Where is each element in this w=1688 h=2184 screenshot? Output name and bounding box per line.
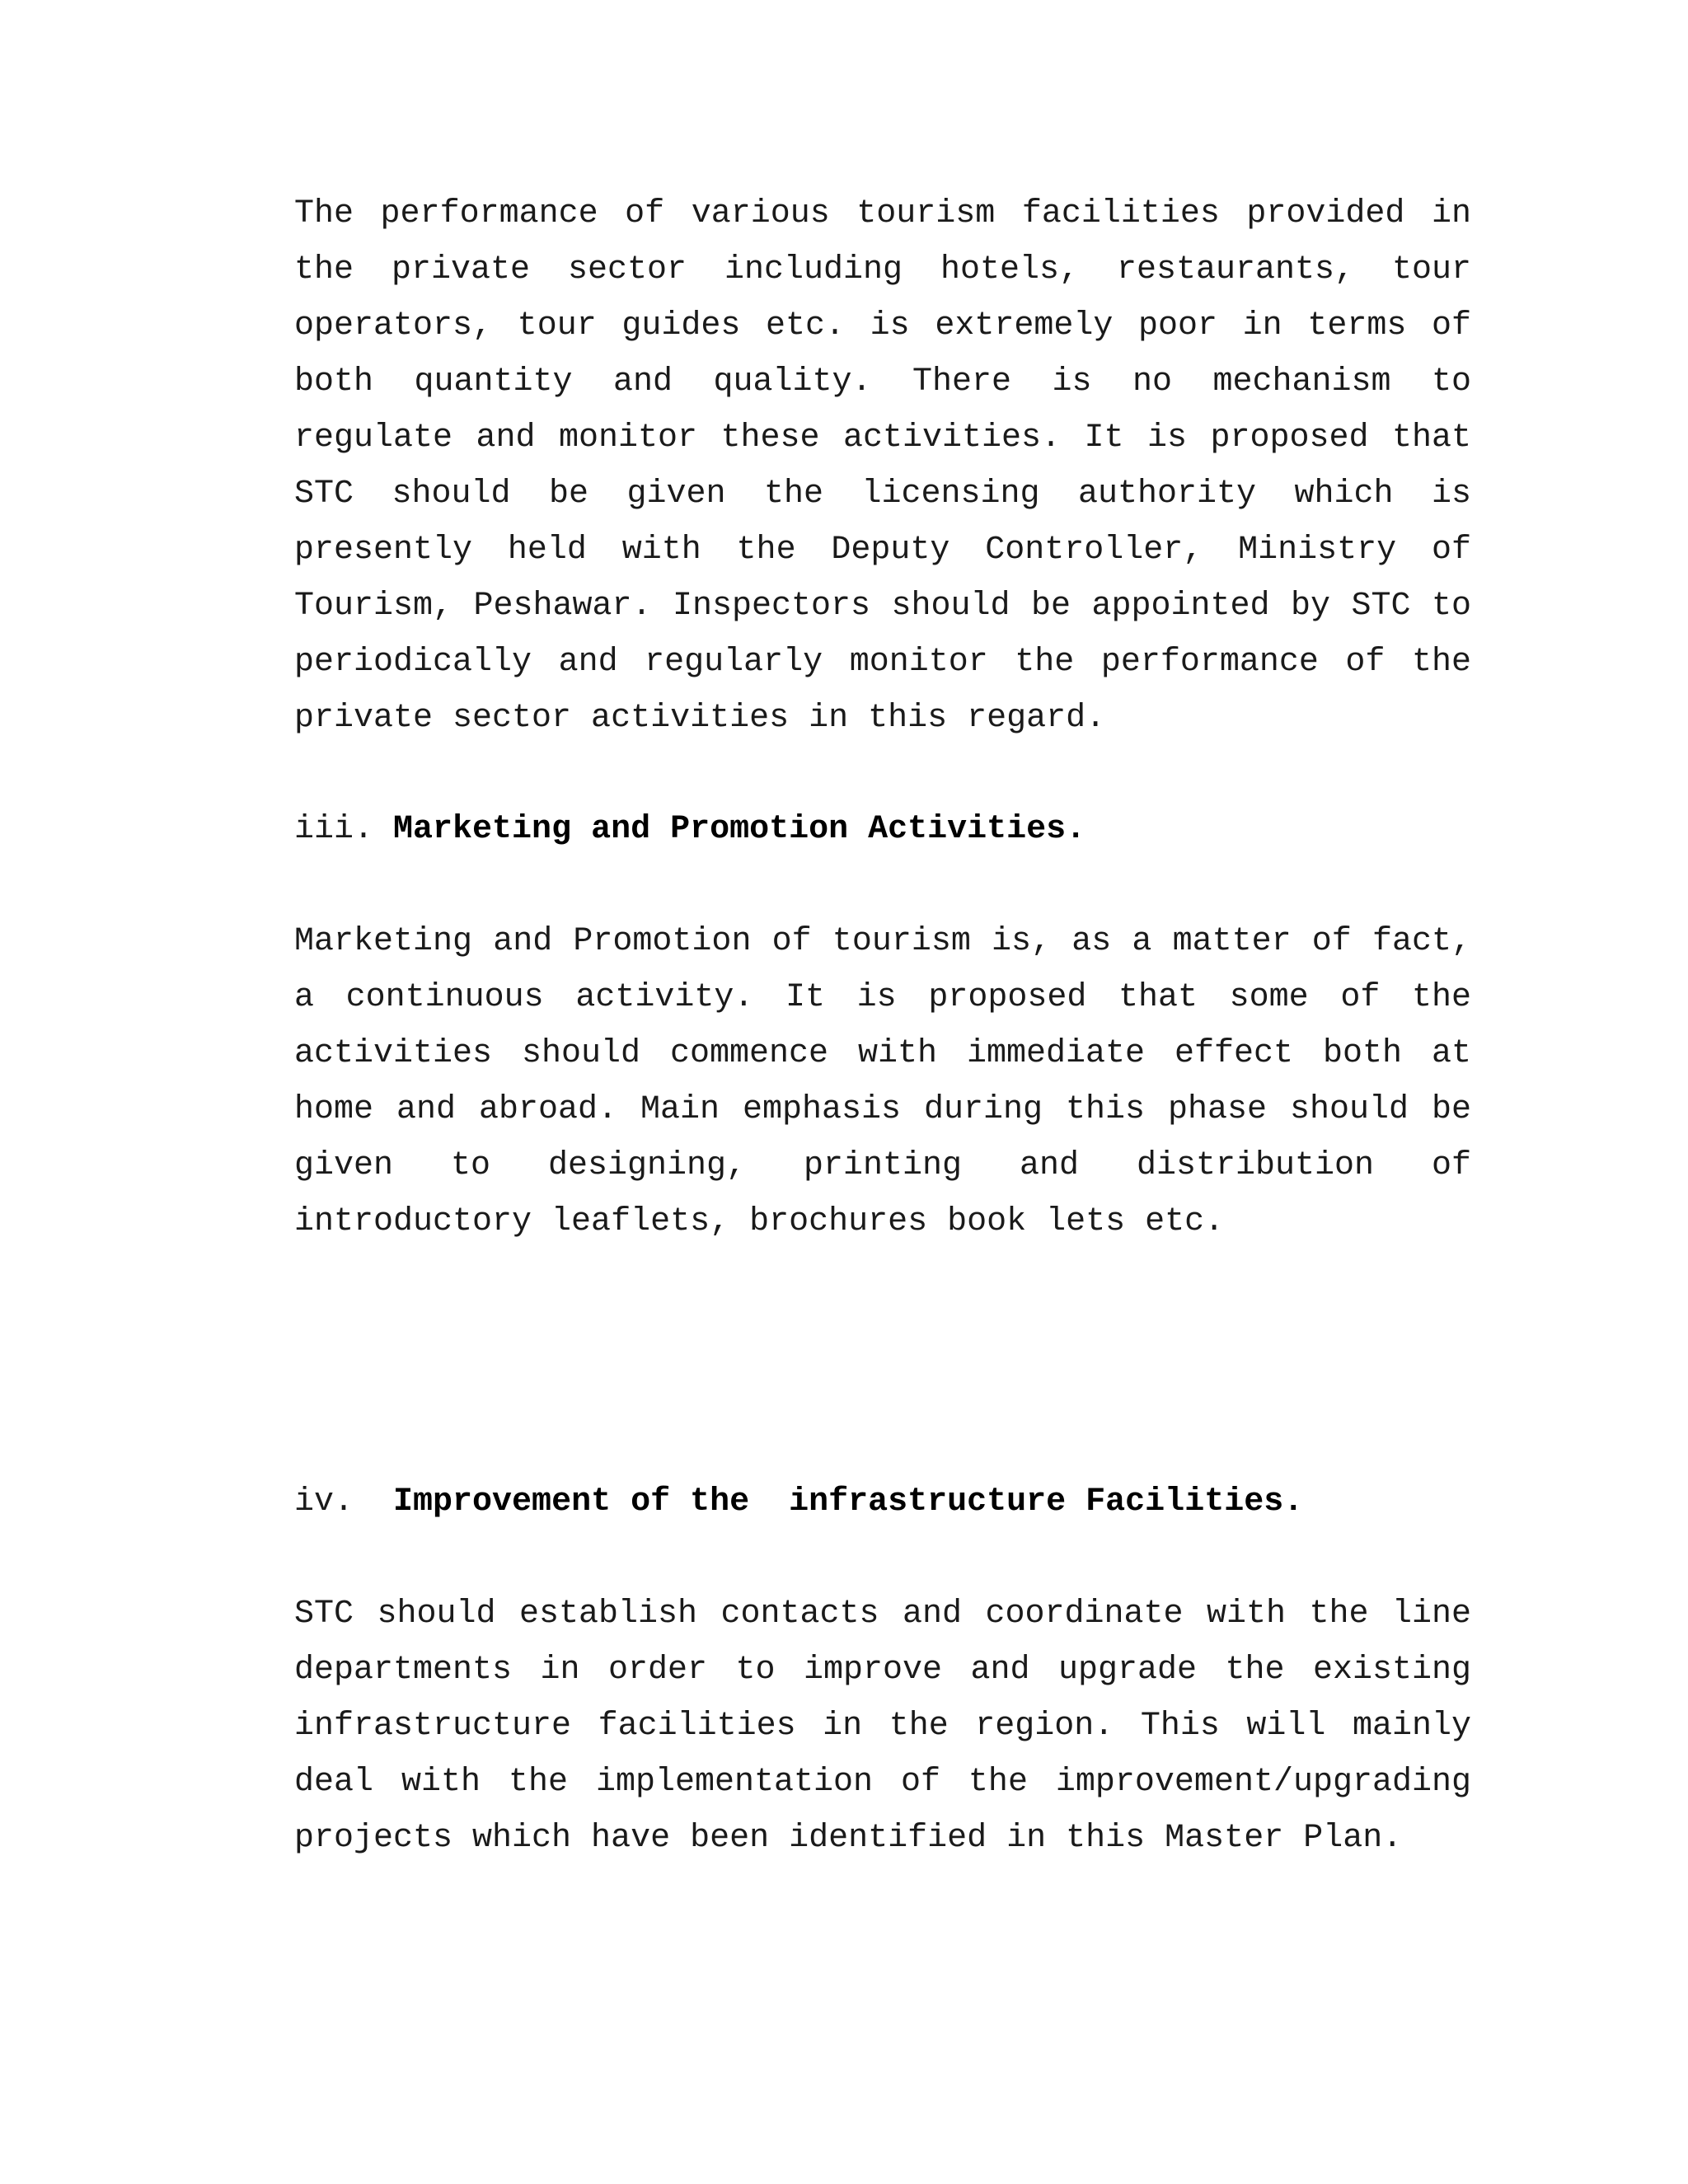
paragraph-marketing-promotion: Marketing and Promotion of tourism is, as a matter of fact, a continuous activity. It is proposed that some of the activities should commence with immediate effect both at home and abroad. Main emphasis during this phase should be given to designing, printing and distribution of introductory leaflets, brochures book lets etc. — [294, 923, 1471, 1240]
section-heading-marketing — [294, 802, 1085, 858]
section-number: iv. — [294, 1483, 354, 1521]
section-title: Improvement of the infrastructure Facilities. — [393, 1483, 1304, 1521]
section-title: Marketing and Promotion Activities. — [393, 811, 1086, 848]
paragraph-infrastructure-improvement: STC should establish contacts and coordinate with the line departments in order to improve and upgrade the existing infrastructure facilities in the region. This will mainly deal with the implementation of the improvement/upgrading projects which have been identified in this Master Plan. — [294, 1596, 1471, 1857]
paragraph-private-sector-performance: The performance of various tourism facilities provided in the private sector including hotels, restaurants, tour operators, tour guides etc. is extremely poor in terms of both quantity and quality. There is no mechanism to regulate and monitor these activities. It is proposed that STC should be given the licensing authority which is presently held with the Deputy Controller, Ministry of Tourism, Peshawar. Inspectors should be appointed by STC to periodically and regularly monitor the performance of the private sector activities in this regard. — [294, 195, 1471, 737]
section-heading-infrastructure — [294, 1474, 1303, 1530]
section-number: iii. — [294, 811, 374, 848]
